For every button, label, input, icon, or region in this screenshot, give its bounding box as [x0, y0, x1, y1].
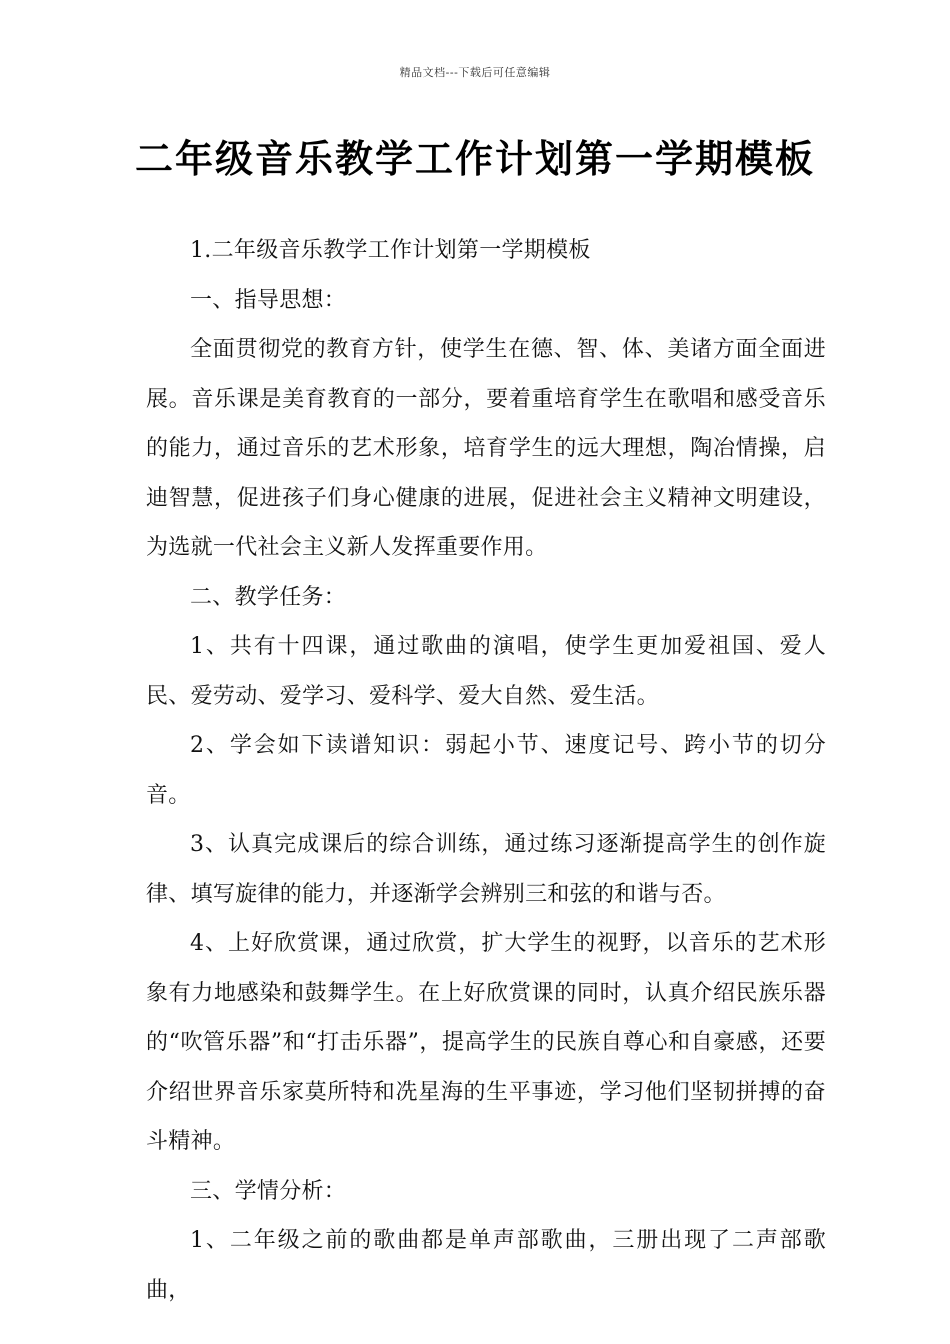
paragraph-guiding-ideology: 全面贯彻党的教育方针，使学生在德、智、体、美诸方面全面进展。音乐课是美育教育的一部分，要着重培育学生在歌唱和感受音乐的能力，通过音乐的艺术形象，培育学生的远大理想，陶冶情操，启迪智慧，促进孩子们身心健康的进展，促进社会主义精神文明建设，为选就一代社会主义新人发挥重要作用。 [146, 337, 826, 560]
heading-guiding-ideology: 一、指导思想： [190, 287, 347, 313]
paragraph-section-ref: 1.二年级音乐教学工作计划第一学期模板 [190, 238, 591, 263]
document-title: 二年级音乐教学工作计划第一学期模板 [134, 137, 815, 181]
heading-student-analysis: 三、学情分析： [190, 1178, 347, 1204]
paragraph-task-1: 1、共有十四课，通过歌曲的演唱，使学生更加爱祖国、爱人民、爱劳动、爱学习、爱科学、爱大自然、爱生活。 [146, 634, 826, 709]
paragraph-task-4: 4、上好欣赏课，通过欣赏，扩大学生的视野，以音乐的艺术形象有力地感染和鼓舞学生。在上好欣赏课的同时，认真介绍民族乐器的“吹管乐器”和“打击乐器”，提高学生的民族自尊心和自豪感，还要介绍世界音乐家莫所特和冼星海的生平事迹，学习他们坚韧拼搏的奋斗精神。 [146, 931, 826, 1154]
header-note: 精品文档---下载后可任意编辑 [399, 66, 551, 79]
paragraph-analysis-1: 1、二年级之前的歌曲都是单声部歌曲，三册出现了二声部歌曲， [146, 1228, 826, 1303]
heading-teaching-tasks: 二、教学任务： [190, 584, 347, 610]
paragraph-task-2: 2、学会如下读谱知识：弱起小节、速度记号、跨小节的切分音。 [146, 733, 826, 808]
paragraph-task-3: 3、认真完成课后的综合训练，通过练习逐渐提高学生的创作旋律、填写旋律的能力，并逐渐学会辨别三和弦的和谐与否。 [146, 832, 826, 907]
document-body [146, 226, 826, 1315]
